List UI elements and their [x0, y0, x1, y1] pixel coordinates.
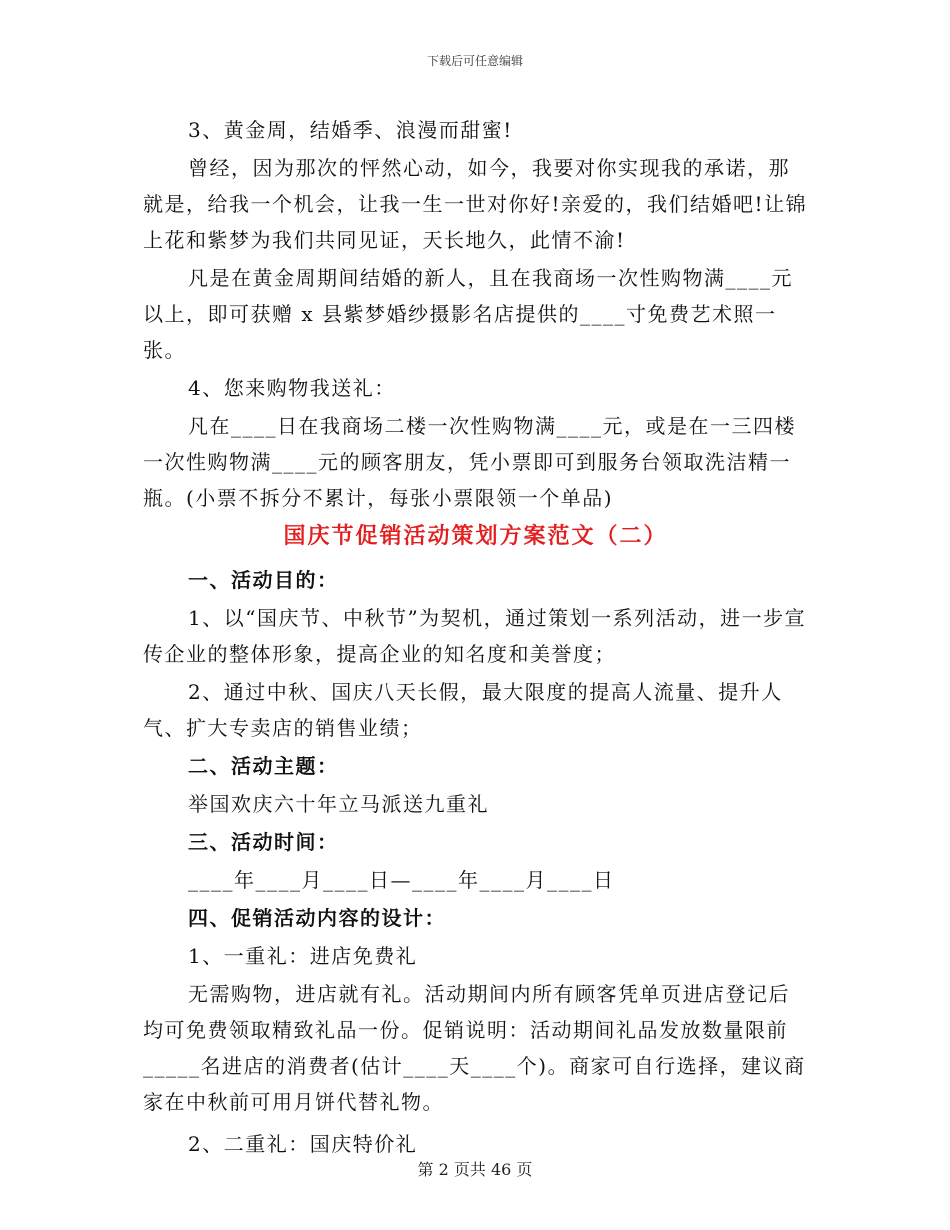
paragraph: 曾经，因为那次的怦然心动，如今，我要对你实现我的承诺，那就是，给我一个机会，让我一生一世对你好!亲爱的，我们结婚吧!让锦上花和紫梦为我们共同见证，天长地久，此情不渝!: [143, 156, 808, 252]
paragraph: 凡是在黄金周期间结婚的新人，且在我商场一次性购物满____元以上，即可获赠 x 县紫梦婚纱摄影名店提供的____寸免费艺术照一张。: [143, 266, 793, 362]
section-title: 国庆节促销活动策划方案范文（二）: [283, 524, 668, 549]
paragraph: 2、二重礼：国庆特价礼: [188, 1132, 418, 1156]
paragraph: 4、您来购物我送礼：: [188, 376, 396, 400]
document-body: [143, 110, 808, 1162]
paragraph: 无需购物，进店就有礼。活动期间内所有顾客凭单页进店登记后均可免费领取精致礼品一份。促销说明：活动期间礼品发放数量限前_____名进店的消费者(估计____天____个)。商家可自行选择，建议商家在中秋前可用月饼代替礼物。: [143, 982, 806, 1114]
paragraph: 2、通过中秋、国庆八天长假，最大限度的提高人流量、提升人气、扩大专卖店的销售业绩；: [143, 680, 783, 740]
heading-design: 四、促销活动内容的设计：: [188, 906, 446, 930]
heading-goal: 一、活动目的：: [188, 568, 339, 592]
paragraph: 举国欢庆六十年立马派送九重礼: [188, 792, 489, 816]
paragraph: 1、一重礼：进店免费礼: [188, 944, 418, 968]
paragraph: ____年____月____日—____年____月____日: [188, 868, 615, 892]
page-footer: 第 2 页共 46 页: [417, 1160, 533, 1179]
paragraph: 1、以“国庆节、中秋节”为契机，通过策划一系列活动，进一步宣传企业的整体形象，提高企业的知名度和美誉度；: [143, 606, 807, 666]
paragraph: 3、黄金周，结婚季、浪漫而甜蜜!: [188, 118, 513, 142]
heading-time: 三、活动时间：: [188, 830, 339, 854]
heading-theme: 二、活动主题：: [188, 754, 339, 778]
page-header: 下载后可任意编辑: [426, 54, 523, 68]
paragraph: 凡在____日在我商场二楼一次性购物满____元，或是在一三四楼一次性购物满____元的顾客朋友，凭小票即可到服务台领取洗洁精一瓶。(小票不拆分不累计，每张小票限领一个单品): [143, 414, 796, 510]
